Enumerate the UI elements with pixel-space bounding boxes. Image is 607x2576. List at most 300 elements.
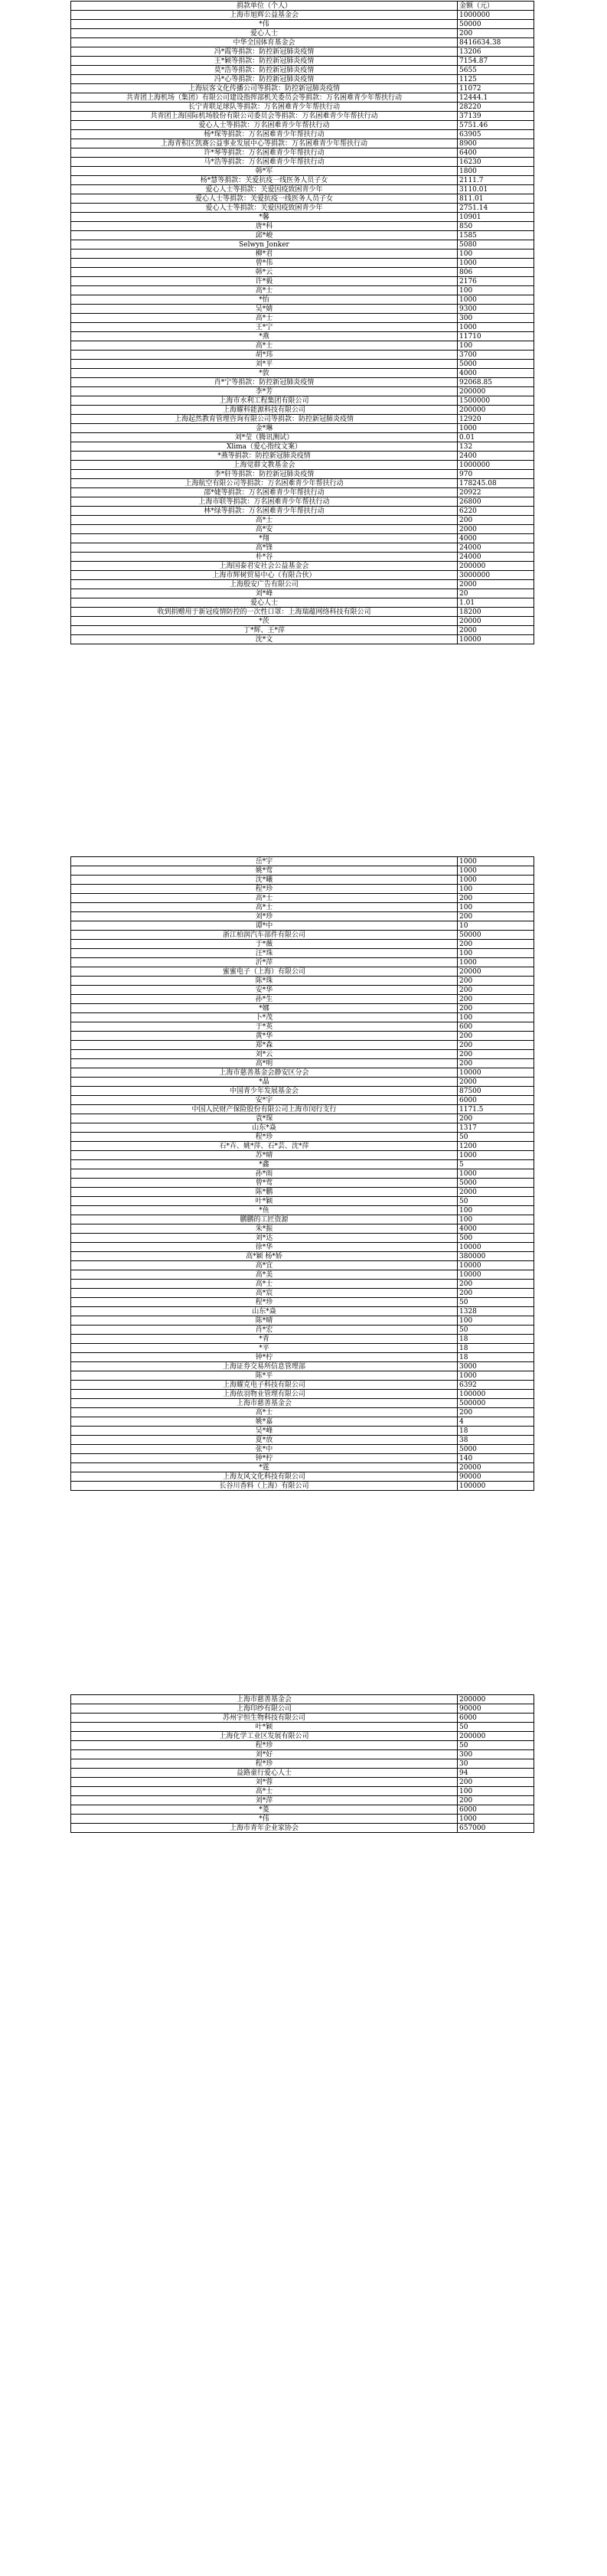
donor-name: 于*薇 bbox=[71, 940, 458, 949]
donor-name: 郑*森 bbox=[71, 1041, 458, 1050]
table-row bbox=[71, 1114, 534, 1123]
donation-amount: 100 bbox=[458, 1013, 534, 1022]
donation-amount: 28220 bbox=[458, 103, 534, 112]
donation-amount: 18200 bbox=[458, 608, 534, 617]
donation-amount: 200 bbox=[458, 1114, 534, 1123]
table-row bbox=[71, 958, 534, 967]
table-row bbox=[71, 1261, 534, 1270]
donor-name: 高*士 bbox=[71, 1280, 458, 1289]
table-row bbox=[71, 1142, 534, 1151]
table-row bbox=[71, 93, 534, 103]
table-row bbox=[71, 84, 534, 93]
donor-name: 高*安 bbox=[71, 525, 458, 534]
donation-amount: 50 bbox=[458, 1133, 534, 1142]
donor-name: 吴*峰 bbox=[71, 1427, 458, 1436]
donor-name: 肖*宏 bbox=[71, 1325, 458, 1335]
table-row bbox=[71, 1445, 534, 1454]
donor-name: 许*毅 bbox=[71, 277, 458, 286]
donor-name: 刘*达 bbox=[71, 1234, 458, 1243]
donation-amount: 200 bbox=[458, 986, 534, 995]
donor-name: 爱心人士等捐款：关爱因疫致困青少年 bbox=[71, 204, 458, 213]
donation-amount: 200 bbox=[458, 894, 534, 903]
donor-name: 上海市辉树贸易中心（有限合伙） bbox=[71, 571, 458, 580]
donation-amount: 1585 bbox=[458, 231, 534, 240]
donor-name: 收到捐赠用于新冠疫情防控的一次性口罩：上海瑞蕴网络科技有限公司 bbox=[71, 608, 458, 617]
donation-amount: 18 bbox=[458, 1353, 534, 1362]
donation-amount: 1000 bbox=[458, 1815, 534, 1824]
donor-name: 上海觉群文教基金会 bbox=[71, 461, 458, 470]
table-row bbox=[71, 1022, 534, 1032]
table-row bbox=[71, 57, 534, 66]
donation-amount: 2000 bbox=[458, 626, 534, 635]
donation-amount: 18 bbox=[458, 1427, 534, 1436]
donation-amount: 1000 bbox=[458, 424, 534, 433]
donor-name: 徐*华 bbox=[71, 1243, 458, 1252]
donor-name: 上海起然教育管理咨询有限公司等捐款：防控新冠肺炎疫情 bbox=[71, 415, 458, 424]
donor-name: *翔 bbox=[71, 534, 458, 543]
donor-name: 陈*鹏 bbox=[71, 1188, 458, 1197]
donor-name: 谭*中 bbox=[71, 921, 458, 931]
table-row bbox=[71, 213, 534, 222]
table-row bbox=[71, 1796, 534, 1805]
donation-amount: 200 bbox=[458, 516, 534, 525]
table-row bbox=[71, 1078, 534, 1087]
table-row bbox=[71, 185, 534, 194]
donor-name: 浙江柏润汽车部件有限公司 bbox=[71, 931, 458, 940]
table-row bbox=[71, 479, 534, 488]
table-row bbox=[71, 1750, 534, 1759]
donor-name: 上海市联等捐款：万名困难青少年帮扶行动 bbox=[71, 497, 458, 507]
table-row bbox=[71, 1695, 534, 1704]
donation-amount: 850 bbox=[458, 222, 534, 231]
donation-amount: 1000 bbox=[458, 857, 534, 866]
donation-amount: 94 bbox=[458, 1769, 534, 1778]
donor-name: 柳*君 bbox=[71, 249, 458, 259]
donation-amount: 500 bbox=[458, 1234, 534, 1243]
donation-amount: 12444.1 bbox=[458, 93, 534, 103]
donation-amount: 5000 bbox=[458, 360, 534, 369]
table-row bbox=[71, 589, 534, 598]
donation-amount: 10000 bbox=[458, 635, 534, 644]
donor-name: 孙*生 bbox=[71, 995, 458, 1004]
donor-name: *青 bbox=[71, 1335, 458, 1344]
donor-name: 高*宜 bbox=[71, 1261, 458, 1270]
table-row bbox=[71, 1335, 534, 1344]
donor-name: 陈*平 bbox=[71, 1371, 458, 1381]
donor-name: *晶 bbox=[71, 1078, 458, 1087]
table-row bbox=[71, 1252, 534, 1261]
donor-name: 中国青少年发展基金会 bbox=[71, 1087, 458, 1096]
table-row bbox=[71, 580, 534, 589]
donation-amount: 200 bbox=[458, 977, 534, 986]
table-row bbox=[71, 894, 534, 903]
donor-name: 程*珍 bbox=[71, 1741, 458, 1750]
table-row bbox=[71, 351, 534, 360]
table-row bbox=[71, 562, 534, 571]
donation-amount: 5655 bbox=[458, 66, 534, 75]
donation-amount: 90000 bbox=[458, 1704, 534, 1714]
donor-name: 王*颖等捐款：防控新冠肺炎疫情 bbox=[71, 57, 458, 66]
donor-name: 上海市慈善基金会 bbox=[71, 1399, 458, 1408]
donor-name: 邵*婕等捐款：万名困难青少年帮扶行动 bbox=[71, 488, 458, 497]
table-row bbox=[71, 442, 534, 452]
donation-amount: 1000000 bbox=[458, 461, 534, 470]
donor-name: 姚*莺 bbox=[71, 866, 458, 876]
table-row bbox=[71, 1371, 534, 1381]
donation-amount: 200000 bbox=[458, 1732, 534, 1741]
donor-name: 鹏鹏的工匠资源 bbox=[71, 1215, 458, 1224]
donor-name: 高*颖 杨*娇 bbox=[71, 1252, 458, 1261]
donation-amount: 50 bbox=[458, 1298, 534, 1307]
donation-amount: 20000 bbox=[458, 967, 534, 977]
donation-amount: 18 bbox=[458, 1344, 534, 1353]
donation-amount: 50 bbox=[458, 1325, 534, 1335]
donation-amount: 1000 bbox=[458, 876, 534, 885]
table-row bbox=[71, 1805, 534, 1815]
donation-amount: 3110.01 bbox=[458, 185, 534, 194]
donor-name: 上海证券交易所信息管理部 bbox=[71, 1362, 458, 1371]
table-row bbox=[71, 1096, 534, 1105]
donation-amount: 1171.5 bbox=[458, 1105, 534, 1114]
donation-amount: 11710 bbox=[458, 332, 534, 341]
donation-amount: 100 bbox=[458, 949, 534, 958]
table-row bbox=[71, 323, 534, 332]
donor-name: 爱心人士等捐款：关爱因疫致困青少年 bbox=[71, 185, 458, 194]
table-row bbox=[71, 29, 534, 38]
donation-amount: 5 bbox=[458, 1160, 534, 1169]
donation-amount: 806 bbox=[458, 268, 534, 277]
donation-amount: 50000 bbox=[458, 931, 534, 940]
donation-amount: 1200 bbox=[458, 1142, 534, 1151]
donation-amount: 0.01 bbox=[458, 433, 534, 442]
table-row bbox=[71, 1769, 534, 1778]
donor-name: Xlima（爱心指纹文案） bbox=[71, 442, 458, 452]
donation-amount: 5080 bbox=[458, 240, 534, 249]
donor-name: *燕 bbox=[71, 332, 458, 341]
table-row bbox=[71, 1004, 534, 1013]
table-row bbox=[71, 38, 534, 47]
table-row bbox=[71, 1482, 534, 1491]
table-row bbox=[71, 1289, 534, 1298]
table-row bbox=[71, 1215, 534, 1224]
donor-name: 长谷川香料（上海）有限公司 bbox=[71, 1482, 458, 1491]
donation-amount: 50 bbox=[458, 1723, 534, 1732]
table-row bbox=[71, 1463, 534, 1472]
donor-name: 石*卉、姚*萍、石*芸、沈*萍 bbox=[71, 1142, 458, 1151]
donation-amount: 3000 bbox=[458, 1362, 534, 1371]
table-row bbox=[71, 1013, 534, 1022]
donor-name: 上海耀科能源科技有限公司 bbox=[71, 406, 458, 415]
table-row bbox=[71, 167, 534, 176]
donor-name: 莫*浩等捐款：防控新冠肺炎疫情 bbox=[71, 66, 458, 75]
donor-name: 上海耀克电子科技有限公司 bbox=[71, 1381, 458, 1390]
table-row bbox=[71, 1824, 534, 1833]
table-row bbox=[71, 1427, 534, 1436]
donation-amount: 26800 bbox=[458, 497, 534, 507]
table-row bbox=[71, 516, 534, 525]
donation-amount: 100000 bbox=[458, 1390, 534, 1399]
donation-amount: 20000 bbox=[458, 617, 534, 626]
donor-name: 刘*平 bbox=[71, 360, 458, 369]
donor-name: 夏*放 bbox=[71, 1436, 458, 1445]
donor-name: 邱*峻 bbox=[71, 231, 458, 240]
table-row bbox=[71, 608, 534, 617]
donor-name: 爱心人士等捐款：万名困难青少年帮扶行动 bbox=[71, 121, 458, 130]
table-row bbox=[71, 249, 534, 259]
donor-name: 苏州宇恒生物科技有限公司 bbox=[71, 1714, 458, 1723]
donor-name: 高*士 bbox=[71, 314, 458, 323]
table-header-row bbox=[71, 2, 534, 11]
donor-name: 冯*霞等捐款：防控新冠肺炎疫情 bbox=[71, 47, 458, 57]
donor-name: 高*士 bbox=[71, 286, 458, 295]
donor-name: 张*中 bbox=[71, 1445, 458, 1454]
donation-amount: 1317 bbox=[458, 1123, 534, 1133]
donor-name: 程*珍 bbox=[71, 1133, 458, 1142]
donation-amount: 200000 bbox=[458, 406, 534, 415]
donation-amount: 87500 bbox=[458, 1087, 534, 1096]
table-row bbox=[71, 1059, 534, 1068]
table-row bbox=[71, 1325, 534, 1335]
donor-name: 袁*琛 bbox=[71, 1114, 458, 1123]
donation-amount: 200 bbox=[458, 1408, 534, 1417]
table-row bbox=[71, 231, 534, 240]
donation-amount: 380000 bbox=[458, 1252, 534, 1261]
table-row bbox=[71, 1307, 534, 1316]
table-row bbox=[71, 1270, 534, 1280]
donation-amount: 500000 bbox=[458, 1399, 534, 1408]
table-row bbox=[71, 1759, 534, 1769]
donor-name: 高*士 bbox=[71, 1408, 458, 1417]
donor-name: 李*芳 bbox=[71, 387, 458, 396]
donor-name: 孙*雨 bbox=[71, 1169, 458, 1179]
table-row bbox=[71, 534, 534, 543]
donor-name: 刘*萍 bbox=[71, 1796, 458, 1805]
donation-amount: 200 bbox=[458, 912, 534, 921]
table-row bbox=[71, 1714, 534, 1723]
table-row bbox=[71, 406, 534, 415]
donation-amount: 2000 bbox=[458, 580, 534, 589]
donor-name: 上海市水利工程集团有限公司 bbox=[71, 396, 458, 406]
table-row bbox=[71, 1815, 534, 1824]
donation-amount: 1000 bbox=[458, 295, 534, 305]
table-row bbox=[71, 433, 534, 442]
donation-amount: 200000 bbox=[458, 562, 534, 571]
table-row bbox=[71, 240, 534, 249]
donation-amount: 100 bbox=[458, 885, 534, 894]
donor-name: 刘*莹（腾讯测试） bbox=[71, 433, 458, 442]
donor-name: 林*绿等捐款：万名困难青少年帮扶行动 bbox=[71, 507, 458, 516]
donation-amount: 100 bbox=[458, 1316, 534, 1325]
table-row bbox=[71, 47, 534, 57]
donor-name: 钟*柠 bbox=[71, 1353, 458, 1362]
donor-name: Selwyn Jonker bbox=[71, 240, 458, 249]
table-row bbox=[71, 977, 534, 986]
donation-amount: 1.01 bbox=[458, 598, 534, 608]
table-row bbox=[71, 295, 534, 305]
donation-amount: 132 bbox=[458, 442, 534, 452]
donor-name: 冯*心等捐款：防控新冠肺炎疫情 bbox=[71, 75, 458, 84]
donor-name: 叶*颖 bbox=[71, 1197, 458, 1206]
donor-name: 高*士 bbox=[71, 341, 458, 351]
table-row bbox=[71, 387, 534, 396]
donation-amount: 6220 bbox=[458, 507, 534, 516]
donor-name: 高*明 bbox=[71, 1059, 458, 1068]
donation-amount: 92068.85 bbox=[458, 378, 534, 387]
donor-name: 曾*莺 bbox=[71, 1179, 458, 1188]
table-row bbox=[71, 1280, 534, 1289]
donor-name: 岳*宇 bbox=[71, 857, 458, 866]
table-row bbox=[71, 66, 534, 75]
table-row bbox=[71, 1224, 534, 1234]
donor-name: 长宁青联足球队等捐款：万名困难青少年帮扶行动 bbox=[71, 103, 458, 112]
table-row bbox=[71, 1778, 534, 1787]
donor-name: 肖*宁等捐款：防控新冠肺炎疫情 bbox=[71, 378, 458, 387]
donor-name: 上海化学工业区发展有限公司 bbox=[71, 1732, 458, 1741]
donation-amount: 16230 bbox=[458, 158, 534, 167]
donation-amount: 10000 bbox=[458, 1243, 534, 1252]
donation-amount: 2400 bbox=[458, 452, 534, 461]
table-row bbox=[71, 986, 534, 995]
donation-amount: 20000 bbox=[458, 1463, 534, 1472]
table-row bbox=[71, 1454, 534, 1463]
donation-amount: 200 bbox=[458, 1004, 534, 1013]
table-row bbox=[71, 1041, 534, 1050]
donation-amount: 5751.46 bbox=[458, 121, 534, 130]
donation-amount: 13206 bbox=[458, 47, 534, 57]
donation-amount: 100 bbox=[458, 286, 534, 295]
donor-name: 上海市慈善基金会 bbox=[71, 1695, 458, 1704]
donation-amount: 200 bbox=[458, 29, 534, 38]
donor-name: 爱心人士 bbox=[71, 598, 458, 608]
table-row bbox=[71, 222, 534, 231]
table-row bbox=[71, 1133, 534, 1142]
table-row bbox=[71, 1316, 534, 1325]
donor-name: 上海辰客文化传播公司等捐款：防控新冠肺炎疫情 bbox=[71, 84, 458, 93]
table-row bbox=[71, 341, 534, 351]
donor-name: 杨*琛等捐款：万名困难青少年帮扶行动 bbox=[71, 130, 458, 139]
donation-amount: 100 bbox=[458, 1787, 534, 1796]
donor-name: 上海青积区凯赛公益事业发展中心等捐款：万名困难青少年帮扶行动 bbox=[71, 139, 458, 148]
table-row bbox=[71, 20, 534, 29]
donor-name: 程*珍 bbox=[71, 1298, 458, 1307]
donation-amount: 100 bbox=[458, 903, 534, 912]
table-row bbox=[71, 277, 534, 286]
table-row bbox=[71, 571, 534, 580]
donation-amount: 6000 bbox=[458, 1714, 534, 1723]
donation-amount: 2751.14 bbox=[458, 204, 534, 213]
table-row bbox=[71, 1787, 534, 1796]
donation-amount: 600 bbox=[458, 1022, 534, 1032]
donor-name: 高*士 bbox=[71, 1787, 458, 1796]
donor-name: 山东*焱 bbox=[71, 1307, 458, 1316]
donor-name: 韩*军 bbox=[71, 167, 458, 176]
donor-name: 爱心人士等捐款：关爱抗疫一线医务人员子女 bbox=[71, 194, 458, 204]
table-row bbox=[71, 1298, 534, 1307]
table-row bbox=[71, 1087, 534, 1096]
donation-amount: 4000 bbox=[458, 1224, 534, 1234]
table-row bbox=[71, 452, 534, 461]
donation-amount: 657000 bbox=[458, 1824, 534, 1833]
donation-amount: 200000 bbox=[458, 1695, 534, 1704]
table-row bbox=[71, 1344, 534, 1353]
donation-amount: 200 bbox=[458, 940, 534, 949]
donation-amount: 20922 bbox=[458, 488, 534, 497]
donation-amount: 3000000 bbox=[458, 571, 534, 580]
donation-amount: 9300 bbox=[458, 305, 534, 314]
donation-amount: 1000 bbox=[458, 866, 534, 876]
table-row bbox=[71, 1206, 534, 1215]
table-row bbox=[71, 148, 534, 158]
donor-name: *娜 bbox=[71, 1004, 458, 1013]
table-row bbox=[71, 415, 534, 424]
table-row bbox=[71, 1723, 534, 1732]
table-row bbox=[71, 1436, 534, 1445]
donation-table-3 bbox=[70, 1694, 534, 1833]
table-row bbox=[71, 470, 534, 479]
donation-amount: 100 bbox=[458, 341, 534, 351]
donor-name: 安*华 bbox=[71, 986, 458, 995]
donation-amount: 200 bbox=[458, 995, 534, 1004]
table-row bbox=[71, 525, 534, 534]
table-row bbox=[71, 396, 534, 406]
table-row bbox=[71, 1032, 534, 1041]
donor-name: 上海国泰君安社会公益基金会 bbox=[71, 562, 458, 571]
donation-amount: 2000 bbox=[458, 525, 534, 534]
table-row bbox=[71, 461, 534, 470]
donation-amount: 20 bbox=[458, 589, 534, 598]
table-row bbox=[71, 1197, 534, 1206]
donor-name: *伟 bbox=[71, 1815, 458, 1824]
donor-name: 刘*珍 bbox=[71, 912, 458, 921]
donor-name: 曾*伟 bbox=[71, 259, 458, 268]
table-row bbox=[71, 314, 534, 323]
donation-amount: 100000 bbox=[458, 1482, 534, 1491]
donation-amount: 1000 bbox=[458, 958, 534, 967]
table-row bbox=[71, 1408, 534, 1417]
donation-amount: 100 bbox=[458, 1206, 534, 1215]
table-row bbox=[71, 903, 534, 912]
donor-name: 许*琴等捐款：万名困难青少年帮扶行动 bbox=[71, 148, 458, 158]
donor-name: 程*珍 bbox=[71, 885, 458, 894]
donation-amount: 10000 bbox=[458, 1270, 534, 1280]
donation-amount: 50000 bbox=[458, 20, 534, 29]
table-row bbox=[71, 1362, 534, 1371]
donation-amount: 2000 bbox=[458, 1188, 534, 1197]
donor-name: 朱*振 bbox=[71, 1224, 458, 1234]
donation-amount: 1000 bbox=[458, 259, 534, 268]
header-donor: 捐款单位（个人） bbox=[71, 2, 458, 11]
donor-name: 刘*云 bbox=[71, 1050, 458, 1059]
donor-name: 苏*晴 bbox=[71, 1151, 458, 1160]
table-row bbox=[71, 112, 534, 121]
table-row bbox=[71, 1151, 534, 1160]
donation-amount: 1328 bbox=[458, 1307, 534, 1316]
donation-amount: 50 bbox=[458, 1741, 534, 1750]
table-row bbox=[71, 1123, 534, 1133]
table-row bbox=[71, 598, 534, 608]
donor-name: 韩*云 bbox=[71, 268, 458, 277]
donor-name: *敦 bbox=[71, 369, 458, 378]
header-amount: 金额（元） bbox=[458, 2, 534, 11]
donor-name: 沈*文 bbox=[71, 635, 458, 644]
donation-amount: 1000 bbox=[458, 1151, 534, 1160]
table-row bbox=[71, 1188, 534, 1197]
donor-name: *鑫 bbox=[71, 1160, 458, 1169]
table-row bbox=[71, 1472, 534, 1482]
table-row bbox=[71, 1732, 534, 1741]
table-row bbox=[71, 130, 534, 139]
donation-amount: 8416634.38 bbox=[458, 38, 534, 47]
